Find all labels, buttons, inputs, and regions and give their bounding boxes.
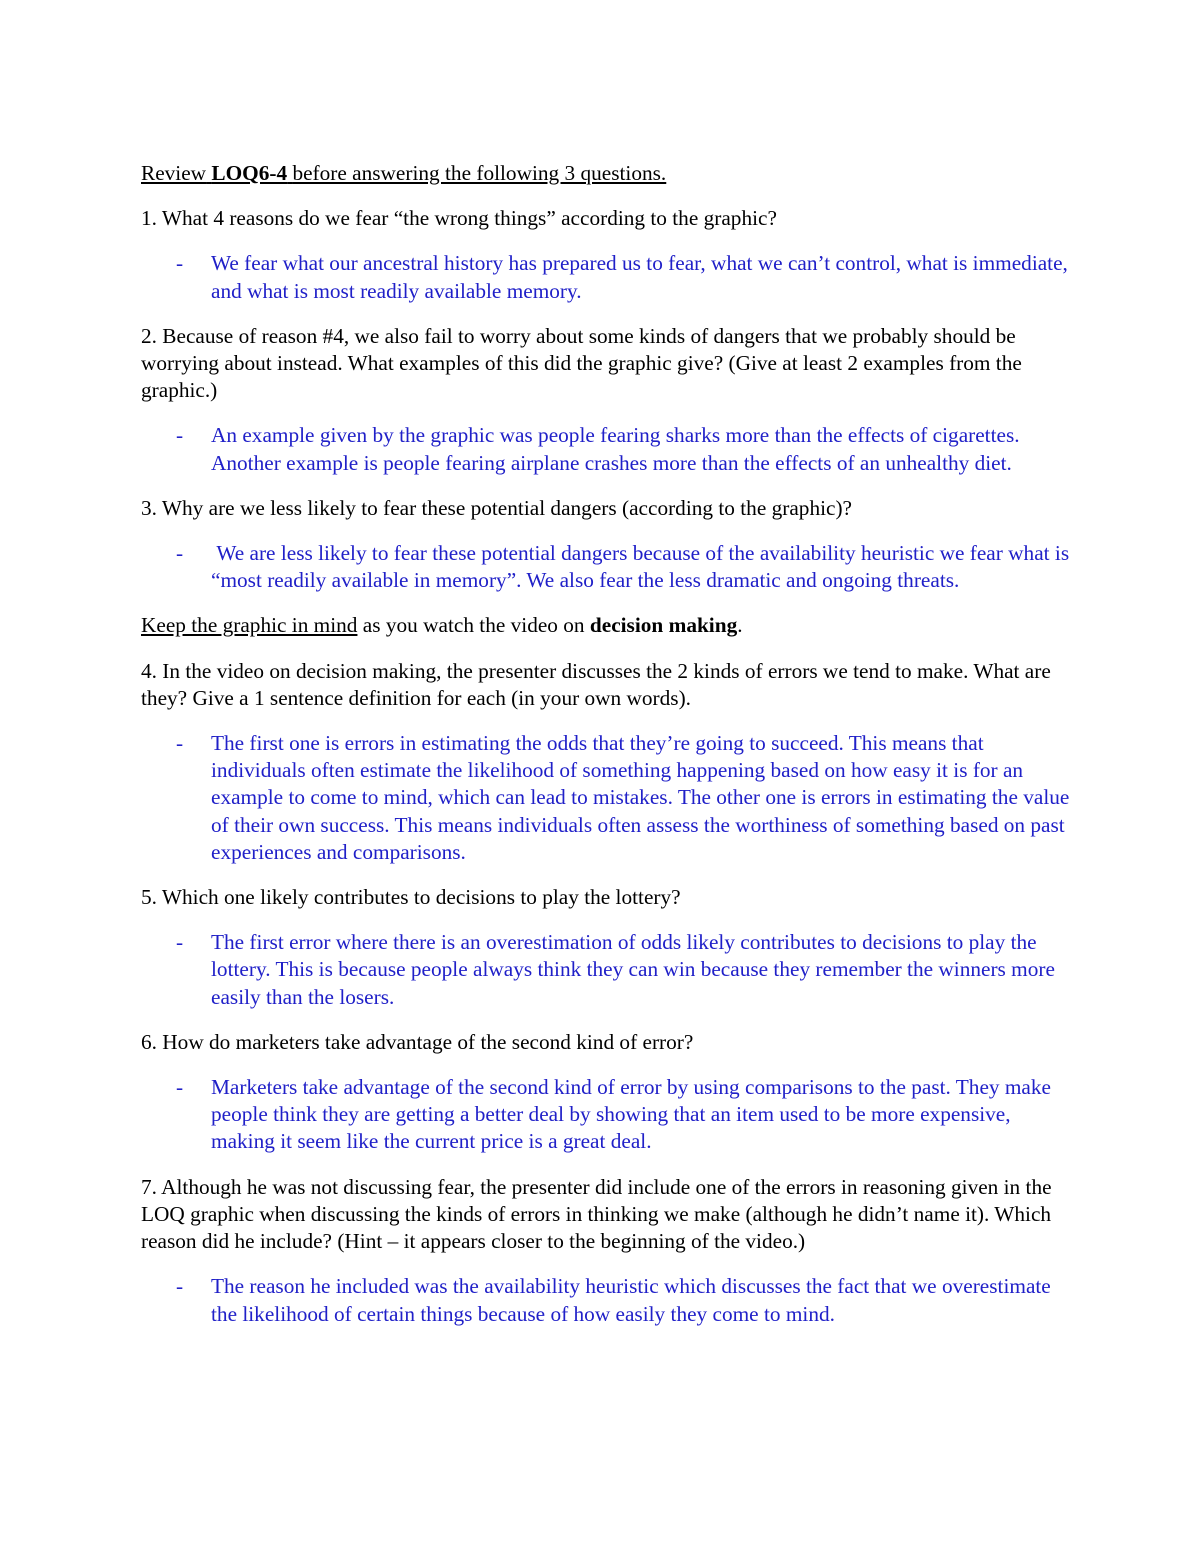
- answer-4: [141, 730, 1071, 866]
- answer-4-text: The first one is errors in estimating the odds that they’re going to succeed. This means that individuals often estimate the likelihood of something happening based on how easy it is for an example to come to mind, which can lead to mistakes. The other one is errors in estimating the value of their own success. This means individuals often assess the worthiness of something based on past experiences and comparisons.: [211, 731, 1070, 864]
- answer-6-text: Marketers take advantage of the second kind of error by using comparisons to the past. They make people think they are getting a better deal by showing that an item used to be more expensive, making it seem like the current price is a great deal.: [211, 1075, 1051, 1154]
- keep-bold: decision making: [589, 613, 738, 638]
- answer-bullet: -: [176, 731, 184, 756]
- answer-1: [141, 250, 1071, 304]
- question-1: 1. What 4 reasons do we fear “the wrong things” according to the graphic?: [141, 206, 777, 231]
- document-body: [141, 160, 1075, 1346]
- question-6: 6. How do marketers take advantage of the second kind of error?: [141, 1029, 694, 1054]
- question-3: 3. Why are we less likely to fear these potential dangers (according to the graphic)?: [141, 495, 853, 520]
- answer-3-text: We are less likely to fear these potential dangers because of the availability heuristic we fear what is “most readily available in memory”. We also fear the less dramatic and ongoing threats.: [211, 541, 1075, 593]
- answer-bullet: -: [176, 1075, 184, 1100]
- answer-5: [141, 929, 1071, 1011]
- answer-1-text: We fear what our ancestral history has prepared us to fear, what we can’t control, what is immediate, and what is most readily available memory.: [211, 251, 1068, 303]
- review-rest: before answering the following 3 questions.: [292, 161, 667, 185]
- answer-2-text: An example given by the graphic was people fearing sharks more than the effects of cigarettes. Another example is people fearing airplane crashes more than the effects of an unhealthy diet.: [211, 423, 1020, 475]
- answer-bullet: -: [176, 1274, 184, 1299]
- keep-end: .: [737, 613, 743, 638]
- answer-bullet: -: [176, 251, 184, 276]
- question-4: 4. In the video on decision making, the presenter discusses the 2 kinds of errors we tend to make. What are they? Give a 1 sentence definition for each (in your own words).: [141, 658, 1051, 710]
- answer-7-text: The reason he included was the availability heuristic which discusses the fact that we overestimate the likelihood of certain things because of how easily they come to mind.: [211, 1274, 1051, 1326]
- answer-6: [141, 1074, 1071, 1156]
- answer-bullet: -: [176, 541, 184, 566]
- review-instruction: [141, 160, 1071, 187]
- review-code: LOQ6-4: [211, 161, 288, 185]
- answer-7: [141, 1273, 1071, 1327]
- question-2: 2. Because of reason #4, we also fail to worry about some kinds of dangers that we probably should be worrying about instead. What examples of this did the graphic give? (Give at least 2 examples from the graphic.): [141, 323, 1022, 403]
- answer-5-text: The first error where there is an overestimation of odds likely contributes to decisions to play the lottery. This is because people always think they can win because they remember the winners more easily than the losers.: [211, 930, 1055, 1009]
- keep-graphic-instruction: [141, 612, 1071, 639]
- review-word: Review: [141, 161, 207, 185]
- answer-3: [141, 540, 1075, 594]
- question-5: 5. Which one likely contributes to decisions to play the lottery?: [141, 885, 681, 910]
- question-7: 7. Although he was not discussing fear, the presenter did include one of the errors in reasoning given in the LOQ graphic when discussing the kinds of errors in thinking we make (although he didn’t name it). Which reason did he include? (Hint – it appears closer to the beginning of the video.): [141, 1174, 1052, 1254]
- keep-middle: as you watch the video on: [357, 613, 590, 638]
- answer-2: [141, 422, 1071, 476]
- keep-underlined: Keep the graphic in mind: [141, 613, 358, 638]
- answer-bullet: -: [176, 930, 184, 955]
- answer-bullet: -: [176, 423, 184, 448]
